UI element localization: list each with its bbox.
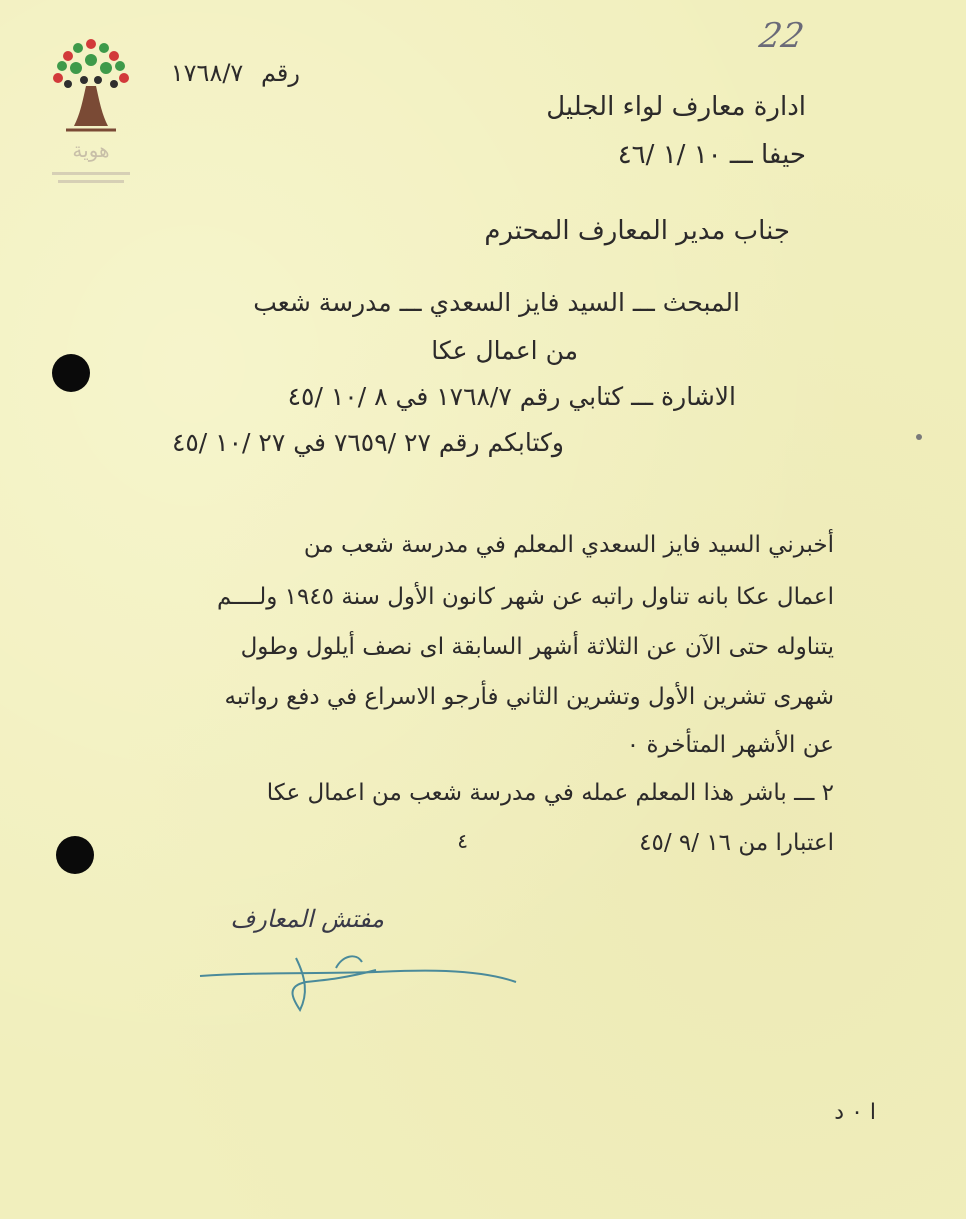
stray-mark: ٤ (457, 829, 468, 853)
tree-of-people-icon (46, 34, 136, 194)
body-line: شهرى تشرين الأول وتشرين الثاني فأرجو الاسراع في دفع رواتبه (224, 684, 834, 710)
signature-mark (196, 938, 536, 1018)
body-line: ٢ ـــ باشر هذا المعلم عمله في مدرسة شعب من اعمال عكا (266, 780, 834, 806)
logo-text: هوية (72, 138, 110, 162)
reference-label: رقم (260, 59, 300, 87)
archive-logo (46, 34, 136, 194)
typist-initials: ا ٠ د (834, 1100, 876, 1125)
office-name: ادارة معارف لواء الجليل (546, 92, 806, 122)
logo-subtext-line (58, 180, 124, 183)
reference-line: وكتابكم رقم ٢٧ /٧٦٥٩ في ٢٧ /١٠ /٤٥ (171, 428, 564, 457)
reference-number (171, 58, 300, 88)
body-line: يتناوله حتى الآن عن الثلاثة أشهر السابقة اى نصف أيلول وطول (240, 634, 834, 660)
punch-hole-top (52, 354, 90, 392)
body-line: عن الأشهر المتأخرة ٠ (626, 732, 834, 758)
body-line: اعمال عكا بانه تناول راتبه عن شهر كانون الأول سنة ١٩٤٥ ولــــم (216, 584, 834, 610)
place-date: حيفا ـــ ١٠ /١ /٤٦ (617, 140, 806, 170)
addressee: جناب مدير المعارف المحترم (484, 216, 790, 246)
reference-line: الاشارة ـــ كتابي رقم ١٧٦٨/٧ في ٨ /١٠ /٤٥ (287, 382, 736, 411)
logo-subtext-line (52, 172, 130, 175)
subject-line: من اعمال عكا (431, 336, 578, 365)
body-line: أخبرني السيد فايز السعدي المعلم في مدرسة شعب من (303, 532, 834, 558)
body-line: اعتبارا من ١٦ /٩ /٤٥ (639, 830, 834, 856)
subject-line: المبحث ـــ السيد فايز السعدي ـــ مدرسة شعب (253, 288, 740, 317)
page-number: 22 (756, 16, 807, 56)
punch-hole-bottom (56, 836, 94, 874)
signature-title: مفتش المعارف (230, 905, 384, 933)
reference-value: ١٧٦٨/٧ (170, 59, 244, 87)
paper-speck (916, 434, 922, 440)
